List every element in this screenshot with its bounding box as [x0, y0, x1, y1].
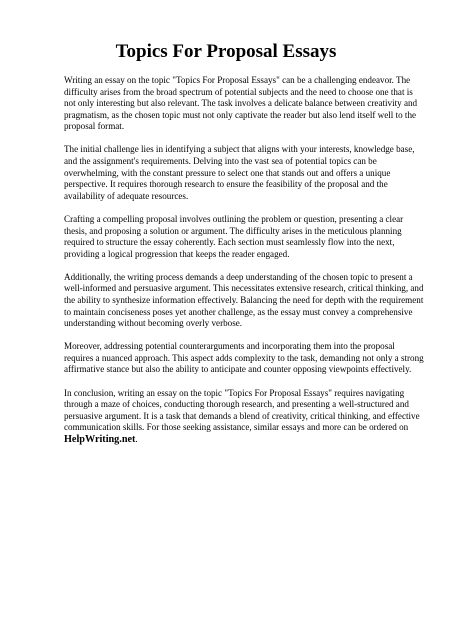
document-body — [64, 75, 426, 457]
conclusion-end: . — [135, 433, 138, 444]
paragraph-6-conclusion — [64, 388, 426, 446]
helpwriting-link[interactable]: HelpWriting.net — [64, 433, 136, 445]
document-title: Topics For Proposal Essays — [115, 41, 337, 62]
conclusion-text: In conclusion, writing an essay on the topic "Topics For Proposal Essays" requires navigating through a maze of choices, conducting thorough research, and presenting a well-structured and persuasive argument. It is a task that demands a blend of creativity, critical thinking, and effective communication skills. For those seeking assistance, similar essays and more can be ordered on — [64, 387, 420, 433]
paragraph-5: Moreover, addressing potential counterarguments and incorporating them into the proposal requires a nuanced approach. This aspect adds complexity to the task, demanding not only a strong affirmative stance but also the ability to anticipate and counter opposing viewpoints effectively. — [64, 341, 424, 375]
paragraph-3: Crafting a compelling proposal involves outlining the problem or question, presenting a clear thesis, and proposing a solution or argument. The difficulty arises in the meticulous planning required to structure the essay coherently. Each section must seamlessly flow into the next, providing a logical progression that keeps the reader engaged. — [64, 213, 404, 259]
paragraph-1: Writing an essay on the topic "Topics For Proposal Essays" can be a challenging endeavor. The difficulty arises from the broad spectrum of potential subjects and the need to choose one that is not only interesting but also relevant. The task involves a delicate balance between creativity and pragmatism, as the chosen topic must not only captivate the reader but also lend itself well to the proposal format. — [64, 75, 418, 132]
paragraph-2: The initial challenge lies in identifying a subject that aligns with your interests, knowledge base, and the assignment's requirements. Delving into the vast sea of potential topics can be overwhelming, with the constant pressure to select one that stands out and offers a unique perspective. It requires thorough research to ensure the feasibility of the proposal and the availability of adequate resources. — [64, 144, 415, 201]
paragraph-4: Additionally, the writing process demands a deep understanding of the chosen topic to present a well-informed and persuasive argument. This necessitates extensive research, critical thinking, and the ability to synthesize information effectively. Balancing the need for depth with the requirement to maintain conciseness poses yet another challenge, as the essay must convey a comprehensive understanding without becoming overly verbose. — [64, 271, 424, 329]
